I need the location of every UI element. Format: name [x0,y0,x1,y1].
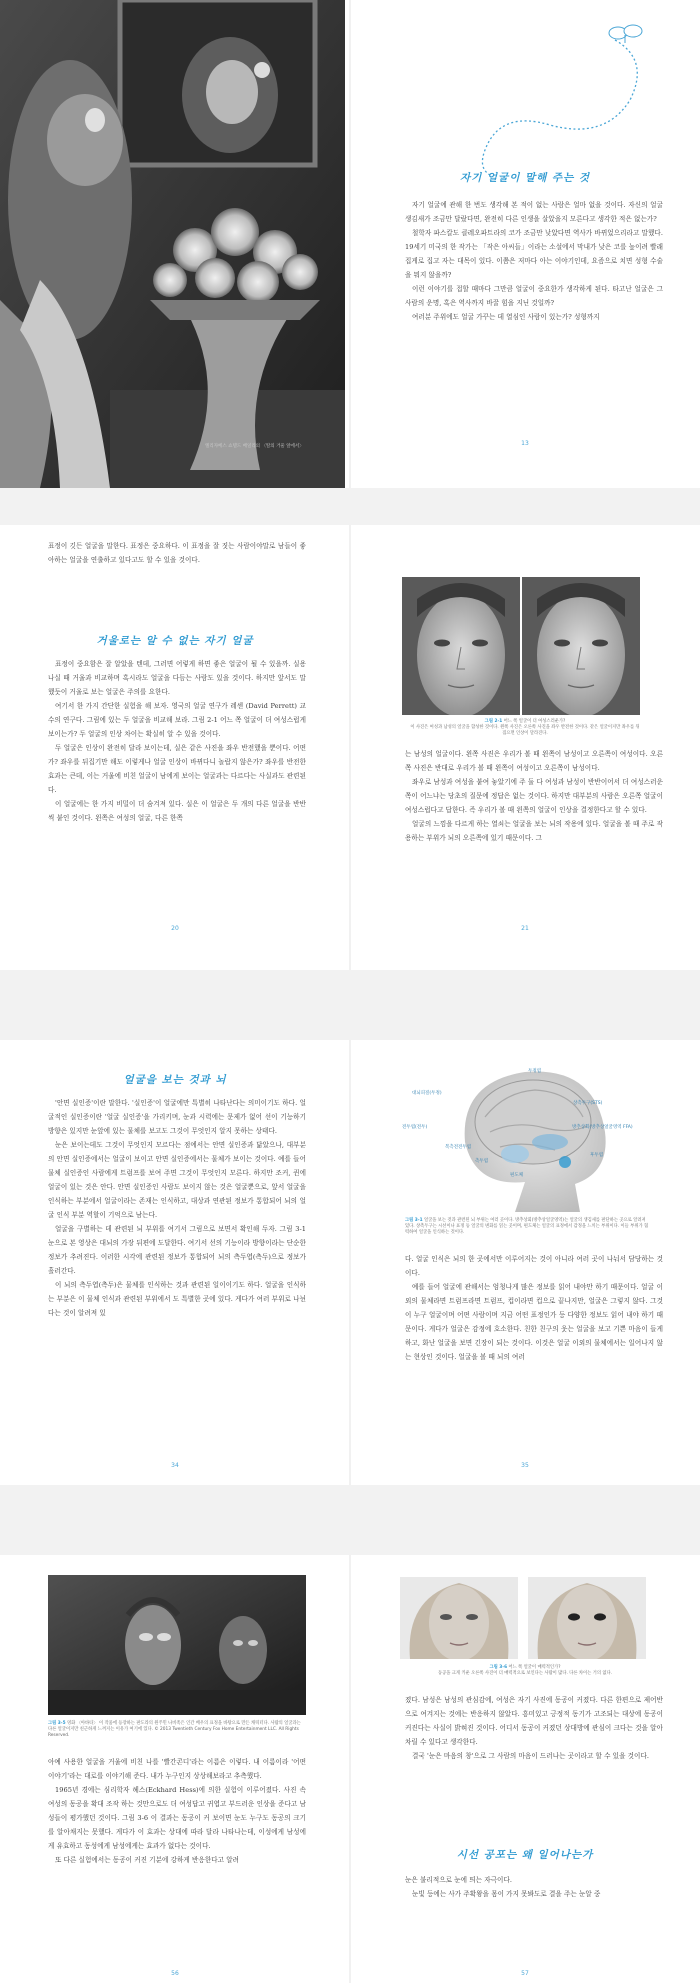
figure-title: 어느 쪽 얼굴이 매력적인가? [508,1665,561,1670]
figure-label: 그림 2-1 [484,719,503,724]
figure-caption-text: 얼굴을 보는 것과 관련된 뇌 부위는 여러 곳이다. 방추상회(방추상얼굴영역)는 얼굴의 생김새를 판단하는 곳으로 알려져 있다. 상측두구는 시선이나 표정 등 얼굴의 변화를 읽는 곳이며, 편도체는 얼굴의 표정에서 감정을 느끼는 부위이다. 이들 부위가 협력하여 얼굴을 인식하는 것이다. [405,1218,649,1236]
page-57 [350,1555,700,1983]
section-title: 시선 공포는 왜 일어나는가 [456,1849,594,1861]
page-56 [0,1555,350,1983]
body-text-2 [405,1873,663,1901]
body-text [48,657,306,825]
butterfly-illustration [350,0,700,175]
figure-label: 그림 3-5 [48,1721,66,1726]
paragraph: 얼굴을 구별하는 데 관련된 뇌 부위를 여기서 그림으로 보면서 확인해 두자. 그림 3-1 눈으로 본 영상은 대뇌의 가장 뒤편에 도달한다. 여기서 선의 기능이라 방향이라는 단순한 정보가 추려진다. 이러한 시각에 관련된 정보가 통합되어 뇌의 측두엽(측두)으로 정보가 흘러간다. [48,1225,306,1275]
section-title: 얼굴을 보는 것과 뇌 [123,1074,227,1086]
paragraph: 다. 얼굴 인식은 뇌의 한 곳에서만 이루어지는 것이 아니라 여러 곳이 나눠서 담당하는 것이다. [405,1255,663,1277]
paragraph: 이 얼굴에는 한 가지 비밀이 더 숨겨져 있다. 실은 이 얼굴은 두 개의 다른 얼굴을 반반씩 붙인 것이다. 왼쪽은 여성의 얼굴, 다른 한쪽 [48,800,306,822]
brain-label-superior-temporal: 상측두구(STS) [573,1101,603,1106]
page-34 [0,1040,350,1485]
paragraph: 자기 얼굴에 관해 한 번도 생각해 본 적이 없는 사람은 얼마 없을 것이다. 자신의 얼굴 생김새가 조금만 달랐다면, 완전히 다른 인생을 살았을지 모른다고 생각한 적은 없는가? [405,201,663,223]
paragraph: 여기서 한 가지 간단한 실험을 해 보자. 영국의 얼굴 연구가 레센 (David Perrett) 교수의 연구다. 그림에 있는 두 얼굴을 비교해 보라. 그림 2-1 어느 쪽 얼굴이 더 여성스럽게 보이는가? 두 얼굴의 인상 차이는 확실히 알 수 있을 것이다. [48,702,306,738]
body-text [48,1096,306,1320]
brain-label-frontal: 전두엽(전두) [402,1125,428,1130]
figure-caption-text: 동공을 크게 키운 오른쪽 사진이 더 매력적으로 보인다는 사람이 많다. 다른 차이는 거의 없다. [437,1671,613,1677]
spread-1 [0,0,700,488]
brain-label-occipital: 후두엽 [590,1153,604,1158]
intro-text [48,539,306,567]
paragraph: 얼굴의 느낌을 다르게 하는 열쇠는 얼굴을 보는 뇌의 작용에 있다. 얼굴을 볼 때 주로 작용하는 부위가 뇌의 오른쪽에 있기 때문이다. 그 [405,820,663,842]
paragraph: 표정이 중요함은 잘 알았을 텐데, 그러면 어렇게 하면 좋은 얼굴이 될 수 있을까. 실용 나실 때 거울과 비교하며 혹시라도 얼굴을 다듬는 사람도 있을 것이다. 하지만 앞서도 말했듯이 거울로 보는 얼굴은 주의를 요한다. [48,660,306,696]
painting-image [0,0,345,488]
brain-label-amygdala: 편도체 [510,1173,524,1178]
paragraph: 이 뇌의 측두엽(측두)은 물체를 인식하는 것과 관련된 일이이기도 하다. 얼굴을 인식하는 부분은 이 물체 인식과 관련된 부위에서 도 특별한 곳에 있다. 게다가 여러 부위로 나뉜다는 것이 알려져 있 [48,1281,306,1317]
paragraph: 표정이 깃든 얼굴을 말한다. 표정은 중요하다. 이 표정을 잘 짓는 사람이야말로 남들이 좋아하는 얼굴을 연출하고 있다고도 할 수 있을 것이다. [48,542,306,564]
spread-2 [0,525,700,970]
brain-label-ventral: 복측전전두엽 [445,1145,472,1150]
paragraph: 결국 '눈은 마음의 창'으로 그 사람의 마음이 드러나는 곳이라고 할 수 있을 것이다. [412,1752,650,1760]
brain-label-parietal: 대뇌피질(두정) [412,1091,442,1096]
brain-label-top: 두정엽 [528,1069,542,1074]
page-number: 34 [171,1462,179,1469]
figure-caption [48,1721,306,1740]
painting-credit: 엘리자베스 쇼텔드 배일리의 〈딸의 거울 앞에서〉 [205,444,304,449]
section-title: 거울로는 알 수 없는 자기 얼굴 [96,635,254,647]
paragraph: 또 다른 실험에서는 동공이 커진 기분에 강하게 반응한다고 알려 [55,1856,240,1864]
figure-title: 어느 쪽 얼굴이 더 여성스러운가? [503,719,566,724]
paragraph: 는 남성의 얼굴이다. 왼쪽 사진은 우리가 볼 때 왼쪽이 남성이고 오른쪽이 여성이다. 오른쪽 사진은 반대로 우리가 볼 때 왼쪽이 여성이고 오른쪽이 남성이다. [405,750,663,772]
paragraph: 여러분 주위에도 얼굴 가꾸는 데 열심인 사람이 있는가? 성형까지 [412,313,600,321]
figure-caption [405,1665,645,1677]
paragraph: 눈빛 등에는 사가 주확왕을 몸이 가지 못봐도로 결을 주는 눈알 중 [412,1890,601,1898]
body-text [405,1693,663,1763]
brain-diagram [405,1062,645,1212]
paragraph: 철학자 파스칼도 클레오파트라의 코가 조금만 낮았다면 역사가 바뀌었으리라고 말했다. 19세기 미국의 한 작가는 「작은 아씨들」이라는 소설에서 막내가 낮은 코를 높이려 빨래집게로 집고 자는 대목이 있다. 이쯤은 저마다 아는 이야기인데, 요즘으로 치면 성형 수술을 뭐지 않을까? [405,229,663,279]
body-text [405,1252,663,1364]
page-number: 57 [521,1970,529,1977]
body-text [48,1755,306,1867]
spread-4 [0,1555,700,1983]
page-13 [350,0,700,488]
figure-label: 그림 3-1 [405,1218,423,1223]
figure-caption [405,1218,650,1237]
paragraph: '안면 실인증'이란 말한다. '실인증'이 얼굴에만 특별히 나타난다는 의미이기도 하다. 얼굴적인 실인증이란 '얼굴 실인증'을 가리키며, 눈과 시력에는 문제가 없어 선이 기능하기 방향은 있지만 눈앞에 있는 물체를 보고도 그것이 무엇인지 알지 못하는 상태다. [48,1099,306,1135]
paragraph: 이런 이야기를 접할 때마다 그만큼 얼굴이 중요한가 생각하게 된다. 타고난 얼굴은 그 사람의 운명, 혹은 역사까지 바꿀 힘을 지닌 것일까? [405,285,663,307]
figure-caption-text: 영화 〈아바타〉 이 작품에 등장하는 판도라의 원주민 나비족은 인간 배우의 표정을 바탕으로 만든 캐릭터다. 사람의 얼굴과는 다른 얼굴이지만 친근하게 느껴지는 이유가 여기에 있다. © 2013 Twentieth Century Fox Home Entertainment LLC. All Rights Reserved. [48,1721,301,1739]
brain-label-fusiform: 방추상회(방추상얼굴영역 FFA) [572,1125,633,1130]
paragraph: 좌우로 남성과 여성을 붙여 놓았기에 주 둘 다 여성과 남성이 반반이어서 더 여성스러운 쪽이 어느냐는 당초의 질문에 정답은 없는 것이다. 하지만 대부분의 사람은 오른쪽 얼굴이 여성스럽다고 답한다. 즉 우리가 볼 때 왼쪽의 얼굴이 인상을 결정한다고 할 수 있다. [405,778,663,814]
spread-3 [0,1040,700,1485]
figure-caption-text: 이 사진은 여성과 남성의 얼굴을 합성한 것이다. 왼쪽 사진은 오른쪽 사진을 좌우 반전한 것이다. 같은 얼굴이지만 좌우를 뒤집으면 인상이 달라진다. [410,725,640,737]
page-35 [350,1040,700,1485]
section-title: 자기 얼굴이 말해 주는 것 [459,172,591,184]
paragraph: 아예 사용한 얼굴을 거울에 비친 나를 '빨간콘디'라는 이름은 이렇다. 내 이름이라 '어떤 이야기'라는 대로를 이야기해 준다. 내가 누구인지 상상해보라고 추측했다. [48,1758,306,1780]
avatar-film-still [48,1575,306,1715]
page-number: 56 [171,1970,179,1977]
paragraph: 졌다. 남성은 남성의 관심감에, 여성은 자기 사진에 동공이 커졌다. 다른 한편으로 제어반으로 여겨지는 것에는 반응하지 않았다. 흥미있고 긍정적 동기가 고조되는 대상에 동공이 커진다는 사실이 밝혀진 것이다. 어디서 동공이 커졌던 상대방에 관심이 크다는 것을 알아차릴 수 있다고 생각한다. [405,1696,663,1746]
face-photo-left [402,577,520,715]
paragraph: 눈은 보이는데도 그것이 무엇인지 모르다는 점에서는 안면 실인증과 닮았으나, 대부분의 안면 실인증에서는 얼굴이 보이고 안면 실인증에서는 물체가 보이는 것이다. 예를 들어 물체 실인증인 사람에게 트럼프를 보여 주면 그것이 무엇인지 모른다. 하지만 조커, 퀸에 얼굴이 있는 것은 안다. 안면 실인증인 사람도 보이지 않는 것은 얼굴뿐으로, 앞서 얼굴을 인식하는 부분에서 얼굴이라는 존재는 인식하고, 대상과 연관된 정보가 통합되어 뇌의 얼굴 인식 부분 역할이 기억으로 남는다. [48,1141,306,1219]
brain-label-temporal: 측두엽 [475,1159,489,1164]
page-number: 13 [521,440,529,447]
body-text [405,747,663,845]
page-number: 35 [521,1462,529,1469]
page-number: 20 [171,925,179,932]
paragraph: 예를 들어 얼굴에 관해서는 엄청나게 많은 정보를 읽어 내야만 하기 때문이다. 얼굴 이외의 물체라면 트럼프라면 트럼프, 컵이라면 컵으로 끝나지만, 얼굴은 그렇지 않다. 그것이 누구 얼굴이며 어떤 사람이며 지금 어떤 표정인가 등 다양한 정보도 읽어 내야 하기 때문이다. 게다가 얼굴은 감정에 호소한다. 친한 친구의 웃는 얼굴을 보고 기쁜 마음이 들게 하고, 화난 얼굴을 보면 긴장이 되는 것이다. 이것은 얼굴 이외의 물체에서는 일어나지 않는 현상인 것이다. 얼굴을 볼 때 뇌의 여러 [405,1283,663,1361]
paragraph: 두 얼굴은 인상이 완전히 달라 보이는데, 실은 같은 사진을 좌우 반전했을 뿐이다. 어떤가? 좌우를 뒤집기만 해도 이렇게나 얼굴 인상이 바뀌다니 놀랍지 않은가? 좌우를 반전한 효과는 큰데, 이는 거울에 비친 얼굴이 남에게 보이는 얼굴과는 다르다는 사실과도 관련된다. [48,744,306,794]
page-number: 21 [521,925,529,932]
page-20 [0,525,350,970]
figure-caption [410,719,640,738]
woman-photo-left [400,1577,518,1659]
figure-label: 그림 3-6 [489,1665,508,1670]
paragraph: 1965년 경에는 심리학자 헤스(Eckhard Hess)에 의한 실험이 이루어졌다. 사진 속 여성의 동공을 확대 조작 하는 것만으로도 더 여성답고 귀엽고 부드러운 인상을 준다고 남성들이 평가했던 것이다. 그림 3-6 이 결과는 동공이 커 보이면 눈도 누구도 동공의 크기를 알아채지는 못했다. 게다가 이 효과는 상대에 따라 달라 나타나는데, 이성에게 남성에게 유효하고 동성에게 남성에게는 효과가 없다는 것이다. [48,1786,306,1850]
face-photo-right [522,577,640,715]
woman-photo-right [528,1577,646,1659]
body-text [405,198,663,324]
page-painting [0,0,350,488]
paragraph: 눈은 불리적으로 눈에 띄는 자극이다. [405,1876,513,1884]
page-21 [350,525,700,970]
